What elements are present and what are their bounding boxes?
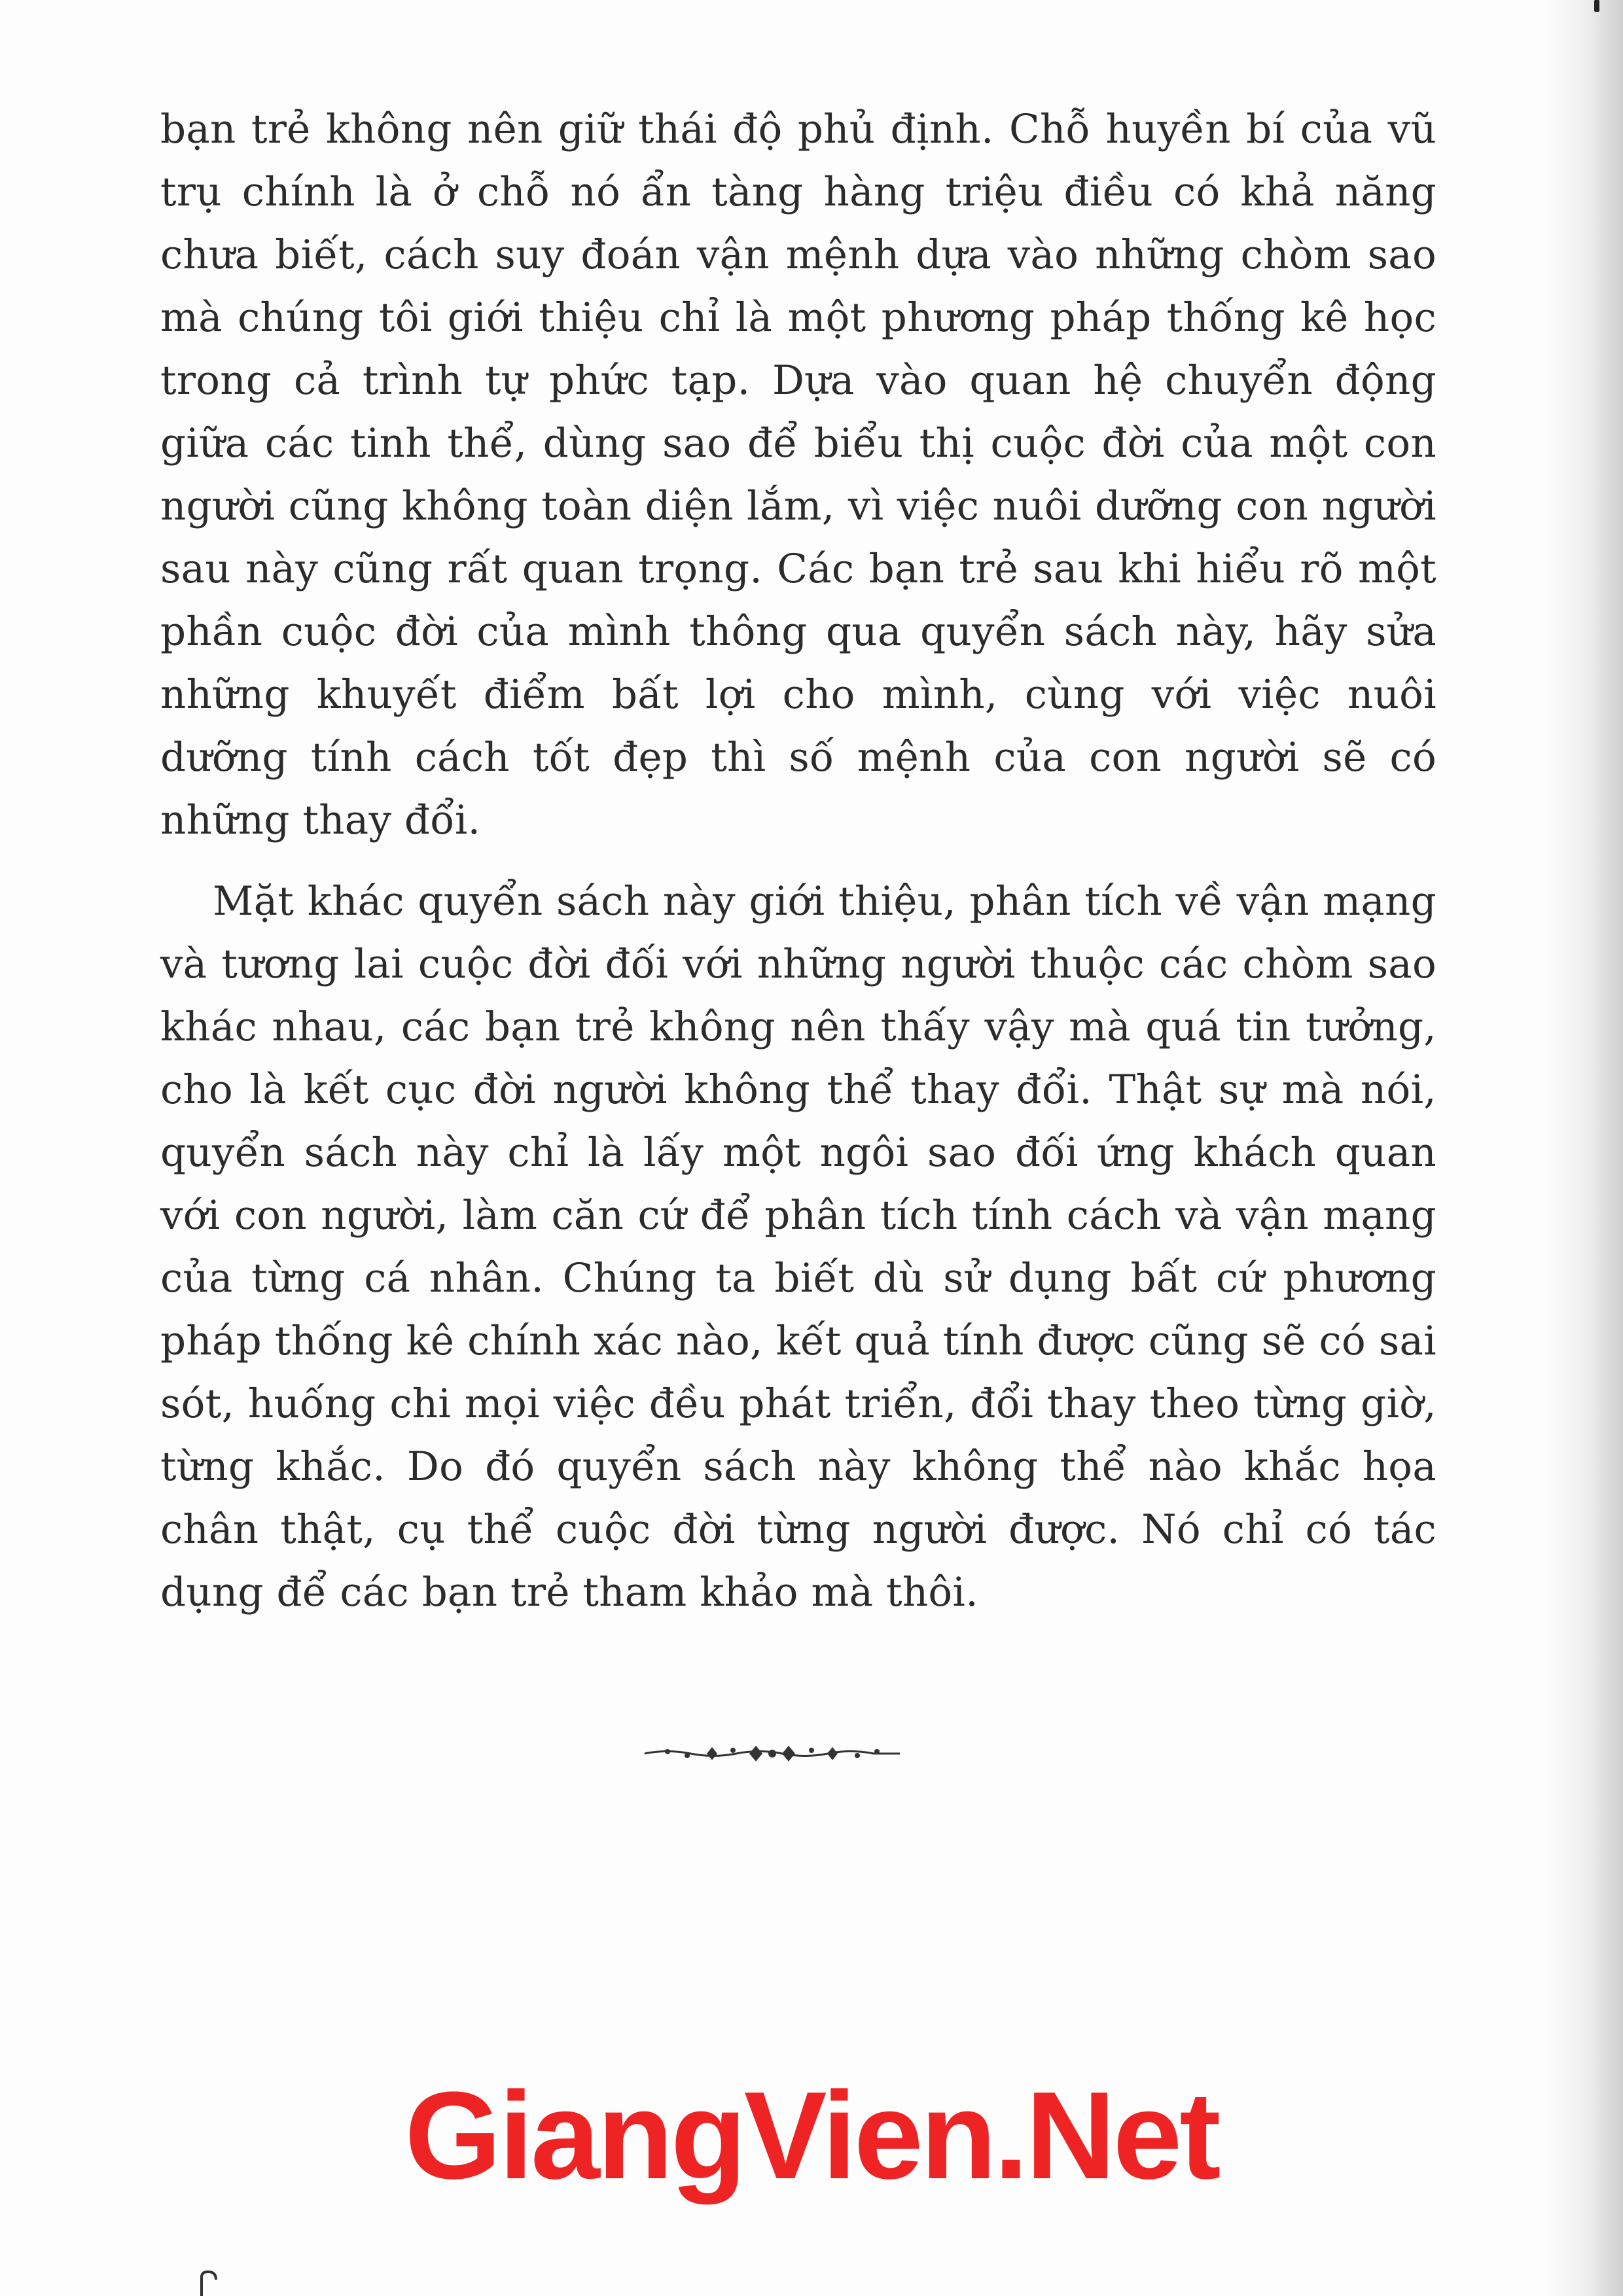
body-text xyxy=(160,98,1436,1624)
paragraph-1: bạn trẻ không nên giữ thái độ phủ định. Chỗ huyền bí của vũ trụ chính là ở chỗ nó ẩn tàng hàng triệu điều có khả năng chưa biết, cách suy đoán vận mệnh dựa vào những chòm sao mà chúng tôi giới thiệu chỉ là một phương pháp thống kê học trong cả trình tự phức tạp. Dựa vào quan hệ chuyển động giữa các tinh thể, dùng sao để biểu thị cuộc đời của một con người cũng không toàn diện lắm, vì việc nuôi dưỡng con người sau này cũng rất quan trọng. Các bạn trẻ sau khi hiểu rõ một phần cuộc đời của mình thông qua quyển sách này, hãy sửa những khuyết điểm bất lợi cho mình, cùng với việc nuôi dưỡng tính cách tốt đẹp thì số mệnh của con người sẽ có những thay đổi. xyxy=(160,106,1436,843)
paragraph-2: Mặt khác quyển sách này giới thiệu, phân tích về vận mạng và tương lai cuộc đời đối với những người thuộc các chòm sao khác nhau, các bạn trẻ không nên thấy vậy mà quá tin tưởng, cho là kết cục đời người không thể thay đổi. Thật sự mà nói, quyển sách này chỉ là lấy một ngôi sao đối ứng khách quan với con người, làm căn cứ để phân tích tính cách và vận mạng của từng cá nhân. Chúng ta biết dù sử dụng bất cứ phương pháp thống kê chính xác nào, kết quả tính được cũng sẽ có sai sót, huống chi mọi việc đều phát triển, đổi thay theo từng giờ, từng khắc. Do đó quyển sách này không thể nào khắc họa chân thật, cụ thể cuộc đời từng người được. Nó chỉ có tác dụng để các bạn trẻ tham khảo mà thôi. xyxy=(160,878,1436,1616)
scan-mark xyxy=(1594,0,1599,12)
spine-shadow xyxy=(1544,0,1623,2296)
page-fold-icon xyxy=(196,2270,223,2296)
decorative-divider-icon xyxy=(641,1737,903,1770)
watermark: GiangVien.Net xyxy=(404,2066,1219,2205)
